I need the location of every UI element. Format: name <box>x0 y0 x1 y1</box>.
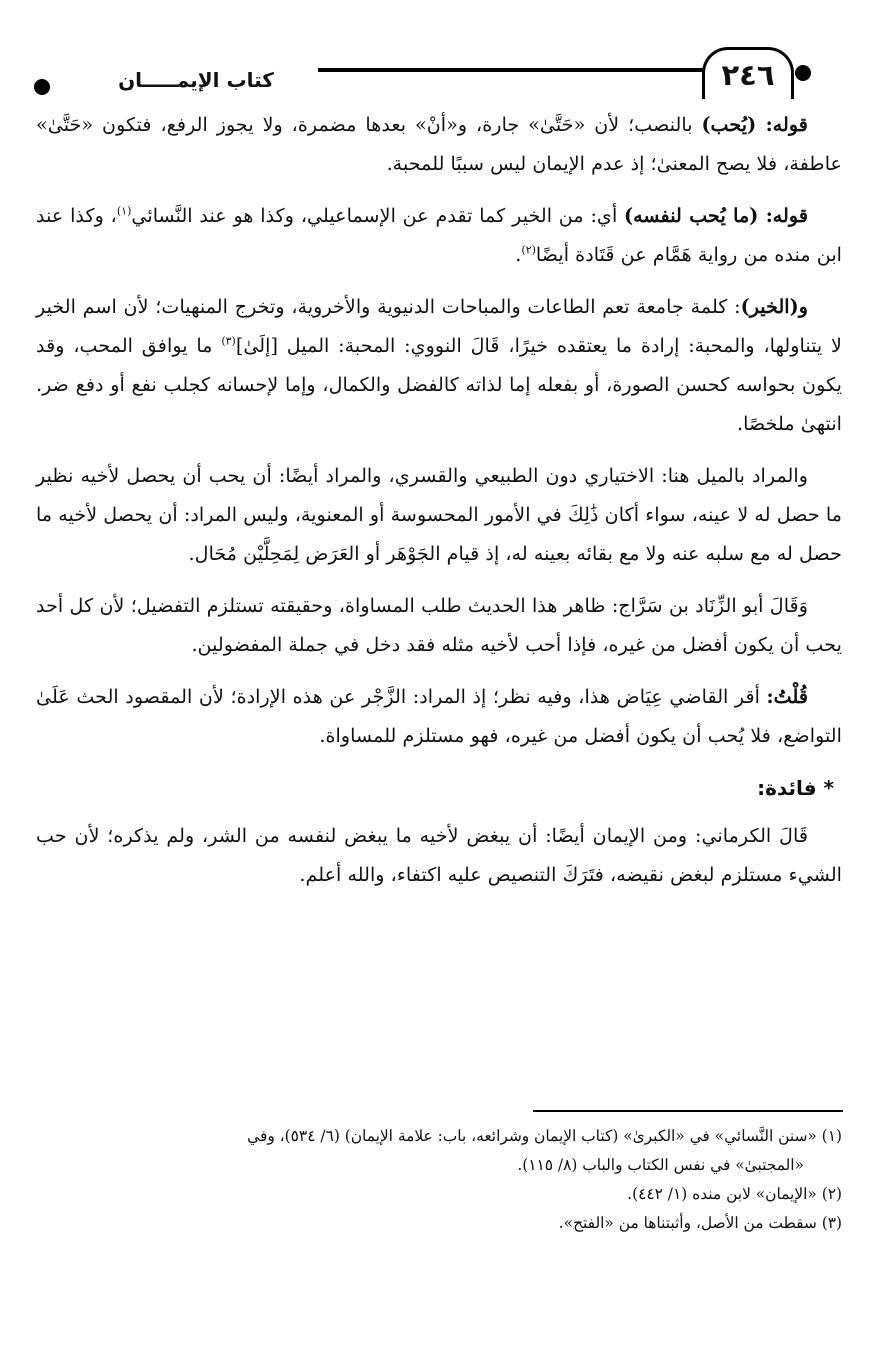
page-header <box>0 40 885 110</box>
paragraph-6-lead: قُلْتُ: <box>766 685 808 708</box>
paragraph-6 <box>36 677 842 755</box>
footnotes <box>36 1122 842 1238</box>
paragraph-1 <box>36 105 842 183</box>
footnote-ref-3[interactable]: (٣) <box>221 334 236 348</box>
paragraph-2-text-c: . <box>515 243 522 266</box>
paragraph-7: قَالَ الكرماني: ومن الإيمان أيضًا: أن يبغض لأخيه ما يبغض لنفسه من الشر، ولم يذكره؛ لأن حب الشيء مستلزم لبغض نقيضه، فتَرَكَ التنصيص عليه اكتفاء، والله أعلم. <box>36 824 842 886</box>
paragraph-4: والمراد بالميل هنا: الاختياري دون الطبيعي والقسري، والمراد أيضًا: أن يحب أن يحصل لأخيه نظير ما حصل له لا عينه، سواء أكان ذَٰلِكَ في الأمور المحسوسة أو المعنوية، وليس المراد: أن يحصل لأخيه ما حصل له مع سلبه عنه ولا مع بقائه بعينه له، إذ قيام الجَوْهَر أو العَرَض لِمَحِلَّيْن مُحَال. <box>36 464 842 565</box>
paragraph-5: وَقَالَ أبو الزِّنَاد بن سَرَّاج: ظاهر هذا الحديث طلب المساواة، وحقيقته تستلزم التفضيل؛ لأن كل أحد يحب أن يكون أفضل من غيره، فإذا أحب لأخيه مثله فقد دخل في جملة المفضولين. <box>36 594 842 656</box>
footnote-ref-2[interactable]: (٢) <box>521 243 536 257</box>
paragraph-1-text: بالنصب؛ لأن «حَتَّىٰ» جارة، و«أنْ» بعدها مضمرة، ولا يجوز الرفع، فتكون «حَتَّىٰ» عاطفة، فلا يصح المعنىٰ؛ إذ عدم الإيمان ليس سببًا للمحبة. <box>36 113 842 175</box>
page-number: ٢٤٦ <box>702 47 794 99</box>
paragraph-2-text-a: أي: من الخير كما تقدم عن الإسماعيلي، وكذا هو عند النَّسائي <box>131 204 625 227</box>
paragraph-3-text-b: ما يوافق المحب، وقد يكون بحواسه كحسن الصورة، أو بفعله إما لذاته كالفضل والكمال، وإما لإحسانه كجلب نفع أو دفع ضر. انتهىٰ ملخصًا. <box>36 334 842 435</box>
paragraph-1-lead: قوله: (يُحب) <box>701 113 808 136</box>
paragraph-2 <box>36 196 842 274</box>
paragraph-3-text-a: : كلمة جامعة تعم الطاعات والمباحات الدنيوية والأخروية، وتخرج المنهيات؛ لأن اسم الخير لا يتناولها، والمحبة: إرادة ما يعتقده خيرًا، قَالَ النووي: المحبة: الميل [إلَىٰ] <box>36 295 842 357</box>
main-text <box>36 105 842 907</box>
footnote-ref-1[interactable]: (١) <box>116 204 132 218</box>
benefit-heading: * فائدة: <box>757 776 834 800</box>
paragraph-2-lead: قوله: (ما يُحب لنفسه) <box>624 204 808 227</box>
paragraph-2-text-b: ، وكذا عند ابن منده من رواية هَمَّام عن قَتَادة أيضًا <box>36 204 842 266</box>
paragraph-3-lead: و(الخير) <box>740 295 808 318</box>
footnote-3: (٣) سقطت من الأصل، وأثبتناها من «الفتح». <box>558 1214 842 1232</box>
paragraph-3 <box>36 287 842 443</box>
footnote-separator <box>533 1110 843 1112</box>
running-title: كتاب الإيمـــــان <box>118 68 274 92</box>
footnote-2: (٢) «الإيمان» لابن منده (١/ ٤٤٢). <box>627 1185 842 1203</box>
header-rule <box>318 68 704 72</box>
paragraph-6-text: أقر القاضي عِيَاض هذا، وفيه نظر؛ إذ المراد: الزَّجْر عن هذه الإرادة؛ لأن المقصود الحث عَلَىٰ التواضع، فلا يُحب أن يكون أفضل من غيره، فهو مستلزم للمساواة. <box>36 685 842 747</box>
header-dot-left <box>34 79 50 95</box>
footnote-1-line-2: «المجتبىٰ» في نفس الكتاب والباب (٨/ ١١٥). <box>517 1156 804 1174</box>
header-dot-right <box>795 65 811 81</box>
footnote-1-line-1: (١) «سنن النَّسائي» في «الكبرىٰ» (كتاب الإيمان وشرائعه، باب: علامة الإيمان) (٦/ ٥٣٤)، وفي <box>247 1127 842 1145</box>
